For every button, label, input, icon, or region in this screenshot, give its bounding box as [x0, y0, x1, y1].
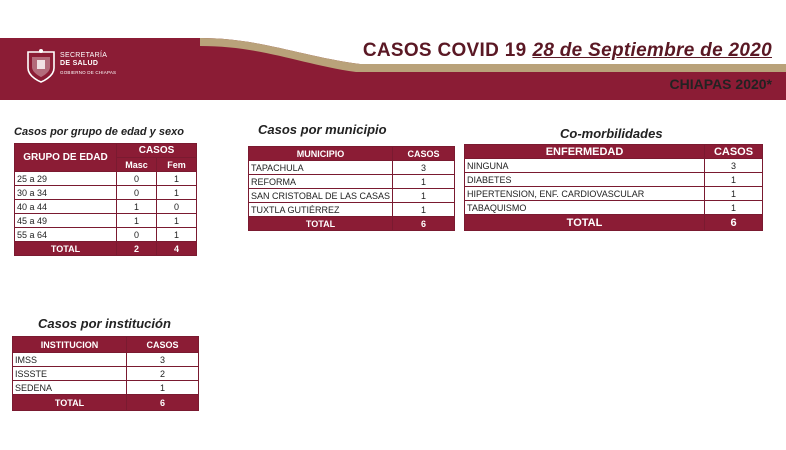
title-date: 28 de Septiembre de 2020: [532, 40, 772, 61]
cell-masc: 0: [117, 172, 157, 186]
table-total-row: [15, 242, 197, 256]
cell-fem: 1: [157, 172, 197, 186]
cell-name: TUXTLA GUTIÉRREZ: [249, 203, 393, 217]
age-section-title: Casos por grupo de edad y sexo: [14, 126, 184, 138]
cell-name: SEDENA: [13, 381, 127, 395]
table-row: [249, 175, 455, 189]
institution-col-header: INSTITUCION: [13, 337, 127, 353]
age-sex-table: [14, 143, 197, 256]
total-fem: 4: [157, 242, 197, 256]
table-row: [15, 172, 197, 186]
comorbidity-table: [464, 144, 763, 231]
cell-name: REFORMA: [249, 175, 393, 189]
cell-cases: 3: [127, 353, 199, 367]
fem-col-header: Fem: [157, 158, 197, 172]
cell-cases: 1: [127, 381, 199, 395]
table-row: [249, 161, 455, 175]
logo-line-1: SECRETARÍA: [60, 52, 108, 59]
table-row: [13, 367, 199, 381]
cell-fem: 1: [157, 228, 197, 242]
table-total-row: [249, 217, 455, 231]
cell-group: 25 a 29: [15, 172, 117, 186]
age-col-header: GRUPO DE EDAD: [15, 144, 117, 172]
institution-table: [12, 336, 199, 411]
health-secretariat-logo: [26, 48, 134, 92]
logo-line-2: DE SALUD: [60, 60, 99, 67]
cell-cases: 1: [393, 189, 455, 203]
cell-name: ISSSTE: [13, 367, 127, 381]
table-row: [13, 353, 199, 367]
cell-name: DIABETES: [465, 173, 705, 187]
municipio-col-header: MUNICIPIO: [249, 147, 393, 161]
cell-cases: 1: [705, 201, 763, 215]
cell-cases: 1: [705, 173, 763, 187]
cell-cases: 1: [705, 187, 763, 201]
table-total-row: [465, 215, 763, 231]
comorbidity-section-title: Co-morbilidades: [560, 126, 663, 141]
page-title: [363, 40, 772, 64]
cell-masc: 1: [117, 200, 157, 214]
cases-col-header: CASOS: [117, 144, 197, 158]
cell-cases: 1: [393, 203, 455, 217]
table-row: [15, 200, 197, 214]
total-cases: 6: [393, 217, 455, 231]
cell-group: 55 a 64: [15, 228, 117, 242]
chiapas-seal-icon: [26, 48, 56, 84]
disease-col-header: ENFERMEDAD: [465, 145, 705, 159]
cell-fem: 1: [157, 214, 197, 228]
cell-masc: 1: [117, 214, 157, 228]
comorbidity-cases-col-header: CASOS: [705, 145, 763, 159]
total-label: TOTAL: [465, 215, 705, 231]
cell-group: 30 a 34: [15, 186, 117, 200]
table-total-row: [13, 395, 199, 411]
total-label: TOTAL: [13, 395, 127, 411]
page-subtitle: CHIAPAS 2020*: [669, 76, 772, 92]
cell-group: 40 a 44: [15, 200, 117, 214]
table-row: [465, 173, 763, 187]
table-row: [465, 187, 763, 201]
institution-cases-col-header: CASOS: [127, 337, 199, 353]
logo-line-3: GOBIERNO DE CHIAPAS: [60, 70, 117, 75]
cell-name: TAPACHULA: [249, 161, 393, 175]
masc-col-header: Masc: [117, 158, 157, 172]
table-row: [249, 203, 455, 217]
cell-cases: 1: [393, 175, 455, 189]
total-cases: 6: [127, 395, 199, 411]
municipio-section-title: Casos por municipio: [258, 122, 387, 137]
total-masc: 2: [117, 242, 157, 256]
table-row: [249, 189, 455, 203]
cell-cases: 2: [127, 367, 199, 381]
cell-fem: 0: [157, 200, 197, 214]
cell-fem: 1: [157, 186, 197, 200]
cell-name: IMSS: [13, 353, 127, 367]
institution-section-title: Casos por institución: [38, 316, 171, 331]
cell-cases: 3: [705, 159, 763, 173]
cell-masc: 0: [117, 186, 157, 200]
cell-group: 45 a 49: [15, 214, 117, 228]
table-row: [15, 214, 197, 228]
table-row: [465, 159, 763, 173]
cell-name: TABAQUISMO: [465, 201, 705, 215]
table-row: [15, 186, 197, 200]
total-label: TOTAL: [249, 217, 393, 231]
cell-cases: 3: [393, 161, 455, 175]
total-cases: 6: [705, 215, 763, 231]
total-label: TOTAL: [15, 242, 117, 256]
title-main: CASOS COVID 19: [362, 40, 527, 61]
cell-masc: 0: [117, 228, 157, 242]
table-row: [15, 228, 197, 242]
table-row: [465, 201, 763, 215]
table-row: [13, 381, 199, 395]
municipio-cases-col-header: CASOS: [393, 147, 455, 161]
cell-name: HIPERTENSION, ENF. CARDIOVASCULAR: [465, 187, 705, 201]
cell-name: NINGUNA: [465, 159, 705, 173]
municipio-table: [248, 146, 455, 231]
cell-name: SAN CRISTOBAL DE LAS CASAS: [249, 189, 393, 203]
